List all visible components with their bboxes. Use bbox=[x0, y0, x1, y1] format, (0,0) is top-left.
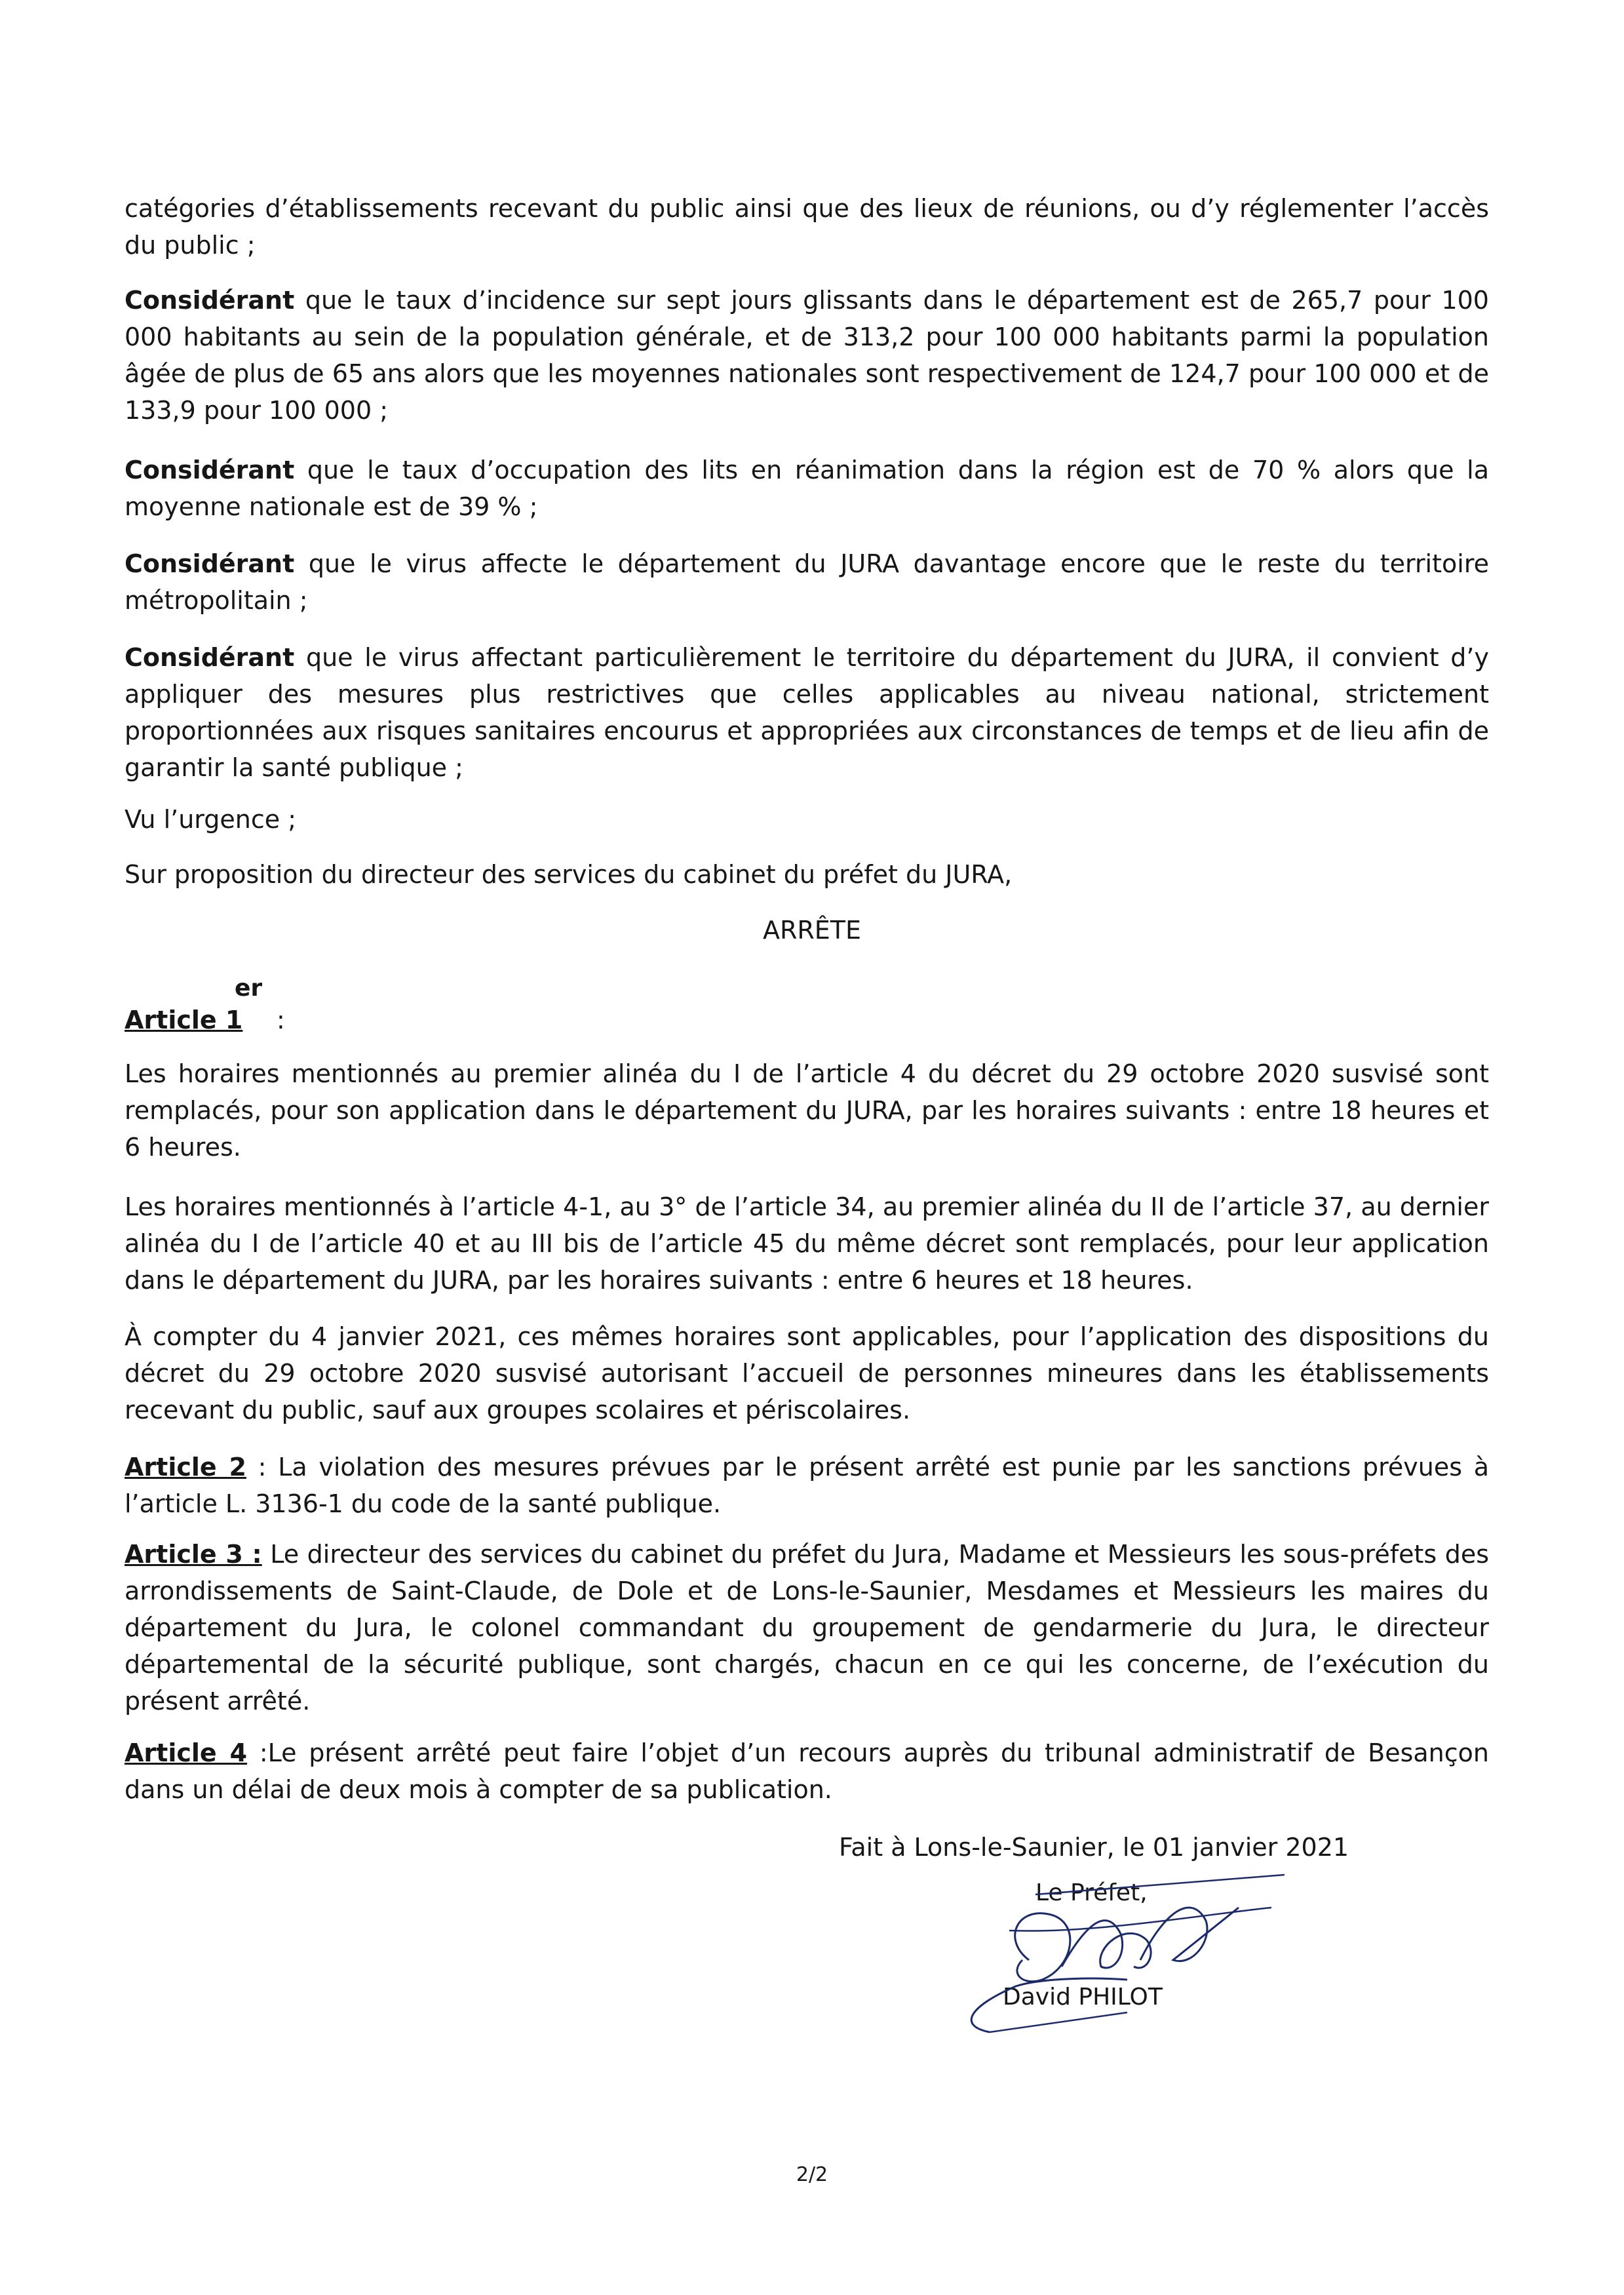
considerant-paragraph-1 bbox=[125, 282, 1489, 429]
considerant-text: que le taux d’occupation des lits en réanimation dans la région est de 70 % alors que la moyenne nationale est de 39 % ; bbox=[125, 456, 1489, 521]
article-2-paragraph bbox=[125, 1449, 1489, 1522]
considerant-text: que le virus affecte le département du JURA davantage encore que le reste du territoire métropolitain ; bbox=[125, 549, 1489, 615]
intro-paragraph: catégories d’établissements recevant du public ainsi que des lieux de réunions, ou d’y réglementer l’accès du public ; bbox=[125, 194, 1489, 260]
sur-proposition: Sur proposition du directeur des services du cabinet du préfet du JURA, bbox=[125, 860, 1013, 889]
considerant-lead: Considérant bbox=[125, 549, 295, 578]
article-1-paragraph-2: Les horaires mentionnés à l’article 4-1, au 3° de l’article 34, au premier alinéa du II de l’article 37, au dernier alinéa du I de l’article 40 et au III bis de l’article 45 du même décret sont remplacés, pour leur application dans le département du JURA, par les horaires suivants : entre 6 heures et 18 heures. bbox=[125, 1192, 1489, 1295]
article-4-text: :Le présent arrêté peut faire l’objet d’un recours auprès du tribunal administratif de Besançon dans un délai de deux mois à compter de sa publication. bbox=[125, 1738, 1489, 1804]
article-4-label: Article 4 bbox=[125, 1738, 248, 1767]
considerant-text: que le taux d’incidence sur sept jours glissants dans le département est de 265,7 pour 100 000 habitants au sein de la population générale, et de 313,2 pour 100 000 habitants parmi la population âgée de plus de 65 ans alors que les moyennes nationales sont respectivement de 124,7 pour 100 000 et de 133,9 pour 100 000 ; bbox=[125, 286, 1489, 425]
article-1-colon: : bbox=[277, 1006, 285, 1034]
vu-urgence: Vu l’urgence ; bbox=[125, 805, 296, 834]
considerant-lead: Considérant bbox=[125, 286, 295, 315]
article-2-text: : La violation des mesures prévues par le présent arrêté est punie par les sanctions prévues à l’article L. 3136-1 du code de la santé publique. bbox=[125, 1453, 1489, 1518]
article-1-paragraph-3: À compter du 4 janvier 2021, ces mêmes horaires sont applicables, pour l’application des dispositions du décret du 29 octobre 2020 susvisé autorisant l’accueil de personnes mineures dans les établissements recevant du public, sauf aux groupes scolaires et périscolaires. bbox=[125, 1322, 1489, 1424]
article-2-label: Article 2 bbox=[125, 1453, 246, 1481]
article-1-superscript: er bbox=[235, 975, 263, 1002]
article-3-paragraph bbox=[125, 1536, 1489, 1719]
article-1-heading bbox=[125, 970, 518, 1042]
considerant-text: que le virus affectant particulièrement le territoire du département du JURA, il convient d’y appliquer des mesures plus restrictives que celles applicables au niveau national, strictement proportionnées aux risques sanitaires encourus et appropriées aux circonstances de temps et de lieu afin de garantir la santé publique ; bbox=[125, 643, 1489, 782]
article-1-paragraph-1: Les horaires mentionnés au premier alinéa du I de l’article 4 du décret du 29 octobre 2020 susvisé sont remplacés, pour son application dans le département du JURA, par les horaires suivants : entre 18 heures et 6 heures. bbox=[125, 1059, 1489, 1162]
considerant-lead: Considérant bbox=[125, 456, 295, 484]
arrete-heading: ARRÊTE bbox=[762, 916, 862, 945]
article-3-label: Article 3 : bbox=[125, 1540, 262, 1569]
signature-title: Le Préfet, bbox=[1035, 1879, 1148, 1906]
article-4-paragraph bbox=[125, 1735, 1489, 1808]
page-number: 2/2 bbox=[796, 2163, 828, 2186]
considerant-paragraph-2 bbox=[125, 452, 1489, 525]
handwritten-signature bbox=[931, 1868, 1298, 2045]
signature-place-date: Fait à Lons-le-Saunier, le 01 janvier 2021 bbox=[839, 1833, 1349, 1862]
article-1-label: Article 1 bbox=[125, 1006, 243, 1034]
article-3-text: Le directeur des services du cabinet du préfet du Jura, Madame et Messieurs les sous-préfets des arrondissements de Saint-Claude, de Dole et de Lons-le-Saunier, Mesdames et Messieurs les maires du département du Jura, le colonel commandant du groupement de gendarmerie du Jura, le directeur départemental de la sécurité publique, sont chargés, chacun en ce qui les concerne, de l’exécution du présent arrêté. bbox=[125, 1540, 1489, 1716]
considerant-paragraph-4 bbox=[125, 639, 1489, 786]
signature-name: David PHILOT bbox=[1003, 1984, 1163, 2011]
considerant-paragraph-3 bbox=[125, 545, 1489, 619]
considerant-lead: Considérant bbox=[125, 643, 295, 672]
